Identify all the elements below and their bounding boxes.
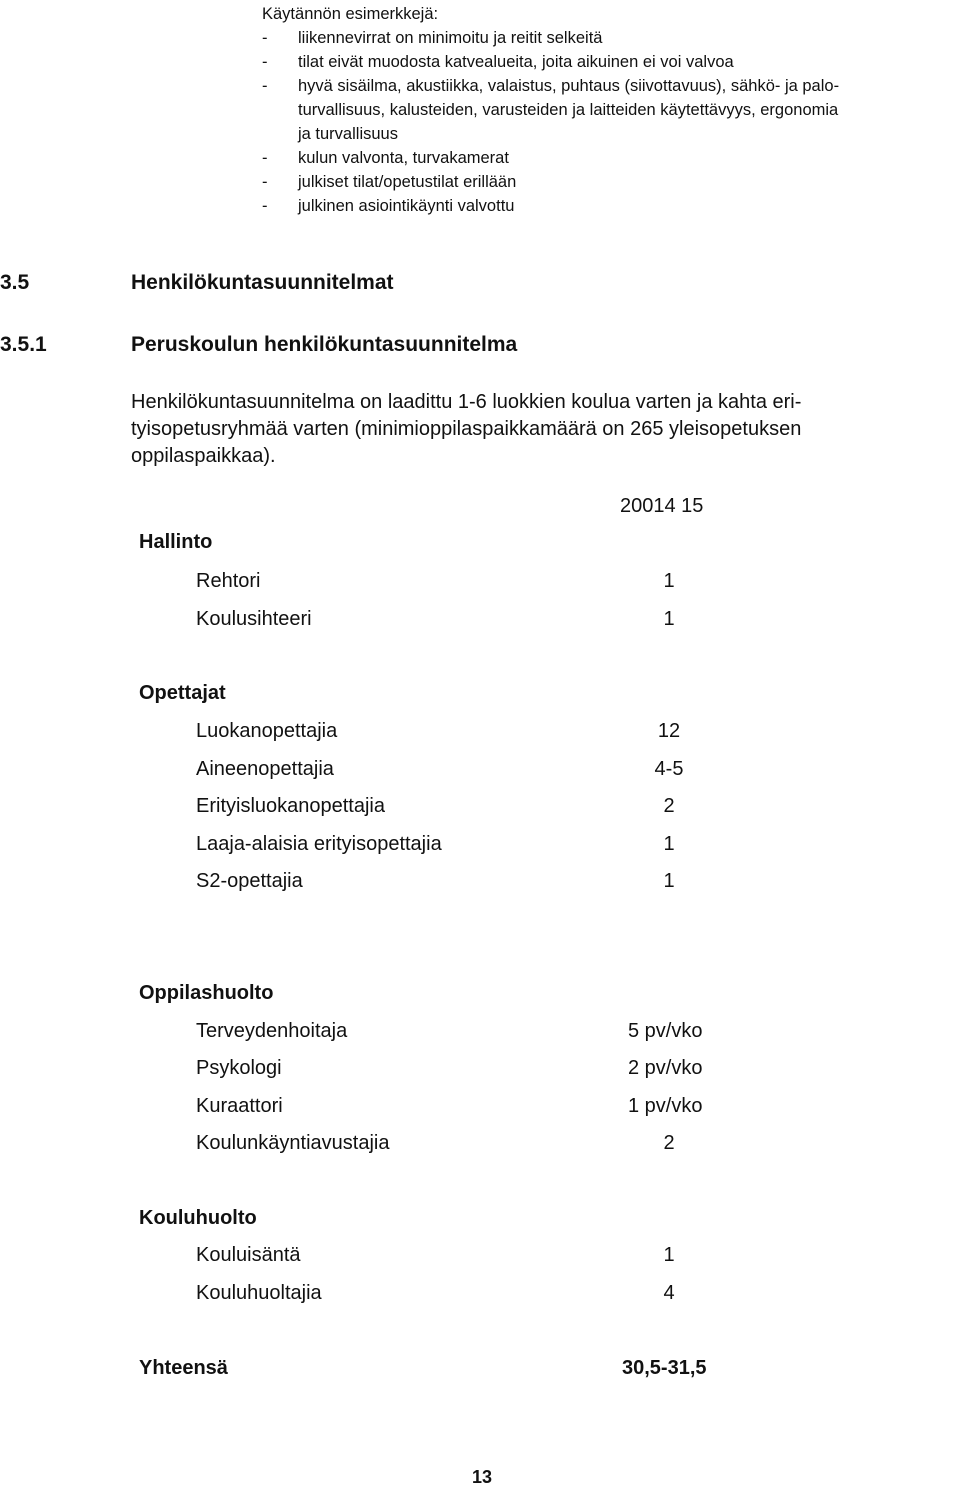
row-value: 1 [663, 870, 675, 892]
list-item: - liikennevirrat on minimoitu ja reitit selkeitä [262, 29, 603, 47]
year-header: 20014 15 [620, 495, 704, 517]
intro-paragraph: Henkilökuntasuunnitelma on laadittu 1-6 luokkien koulua varten ja kahta eri- tyisopetusryhmää varten (minimioppilaspaikkamäärä on 265 yleisopetuksen oppilaspaikkaa). [131, 391, 802, 467]
row-label: Rehtori [196, 570, 261, 592]
group-heading-oppilashuolto: Oppilashuolto [139, 982, 274, 1004]
group-heading-opettajat: Opettajat [139, 682, 226, 704]
row-value: 2 pv/vko [628, 1057, 703, 1079]
examples-title: Käytännön esimerkkejä: [262, 5, 439, 23]
list-item: - julkinen asiointikäynti valvottu [262, 197, 515, 215]
row-value: 5 pv/vko [628, 1020, 703, 1042]
list-item-continuation: turvallisuus, kalusteiden, varusteiden ja laitteiden käytettävyys, ergonomia [298, 101, 839, 119]
row-label: S2-opettajia [196, 870, 303, 892]
row-value: 2 [663, 795, 675, 817]
list-item: - hyvä sisäilma, akustiikka, valaistus, puhtaus (siivottavuus), sähkö- ja palo- [262, 77, 840, 95]
row-value: 4-5 [654, 758, 684, 780]
row-label: Luokanopettajia [196, 720, 338, 742]
list-item: - julkiset tilat/opetustilat erillään [262, 173, 517, 191]
total-value: 30,5-31,5 [622, 1357, 707, 1379]
section-number: 3.5 [0, 271, 30, 294]
group-heading-hallinto: Hallinto [139, 531, 213, 553]
total-label: Yhteensä [139, 1357, 228, 1379]
row-label: Laaja-alaisia erityisopettajia [196, 833, 442, 855]
row-label: Aineenopettajia [196, 758, 334, 780]
row-value: 1 [663, 608, 675, 630]
row-label: Psykologi [196, 1057, 282, 1079]
row-value: 12 [657, 720, 681, 742]
list-item: - tilat eivät muodosta katvealueita, joita aikuinen ei voi valvoa [262, 53, 734, 71]
group-heading-kouluhuolto: Kouluhuolto [139, 1207, 257, 1229]
subsection-number: 3.5.1 [0, 333, 47, 356]
row-value: 1 [663, 833, 675, 855]
row-value: 4 [663, 1282, 675, 1304]
examples-list [262, 26, 839, 218]
row-label: Koulusihteeri [196, 608, 312, 630]
row-value: 1 [663, 1244, 675, 1266]
row-label: Kouluhuoltajia [196, 1282, 322, 1304]
page-number: 13 [472, 1467, 493, 1487]
list-item: - kulun valvonta, turvakamerat [262, 149, 509, 167]
section-title: Henkilökuntasuunnitelmat [131, 271, 394, 294]
row-label: Terveydenhoitaja [196, 1020, 348, 1042]
row-label: Erityisluokanopettajia [196, 795, 385, 817]
row-value: 1 [663, 570, 675, 592]
subsection-title: Peruskoulun henkilökuntasuunnitelma [131, 333, 518, 356]
row-value: 2 [663, 1132, 675, 1154]
row-label: Kouluisäntä [196, 1244, 301, 1266]
row-value: 1 pv/vko [628, 1095, 703, 1117]
list-item-continuation: ja turvallisuus [298, 125, 398, 143]
row-label: Koulunkäyntiavustajia [196, 1132, 390, 1154]
row-label: Kuraattori [196, 1095, 283, 1117]
